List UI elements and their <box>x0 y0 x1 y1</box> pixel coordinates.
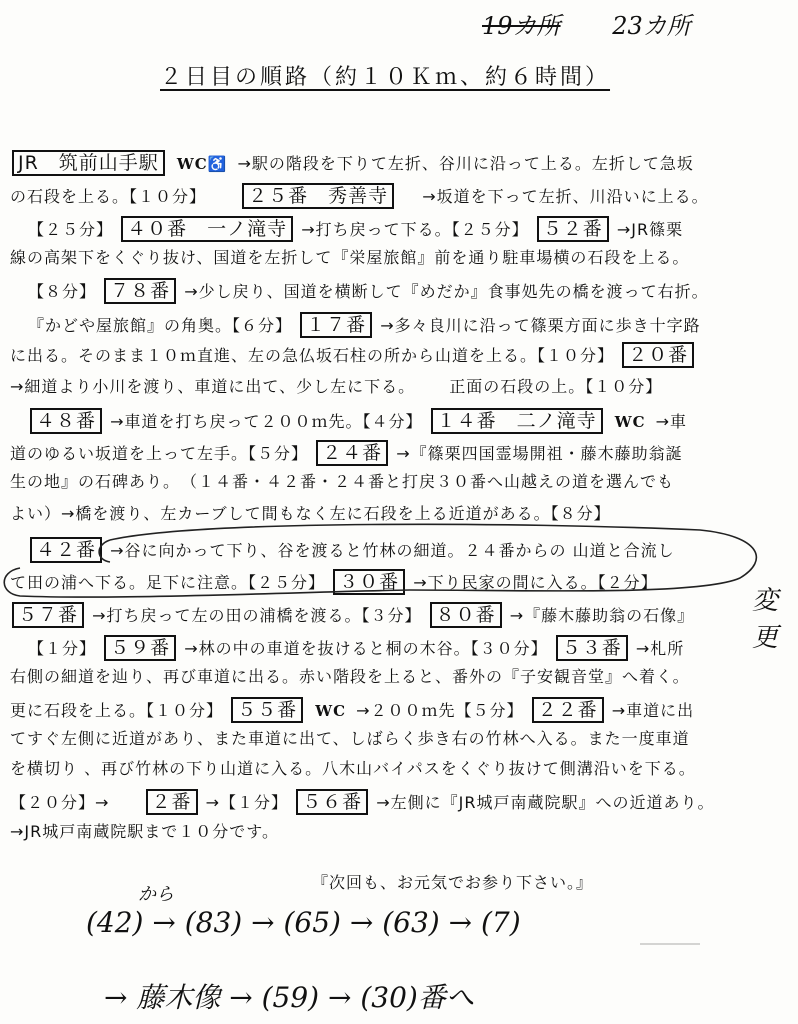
route-text: →打ち戻って左の田の浦橋を渡る。【３分】 <box>92 606 422 625</box>
temple-2-box: ２番 <box>146 789 198 815</box>
route-text: →多々良川に沿って篠栗方面に歩き十字路 <box>380 316 701 335</box>
route-text: →JR城戸南蔵院駅まで１０分です。 <box>10 822 279 841</box>
temple-17-box: １７番 <box>300 312 372 338</box>
loop-stroke-tail <box>99 540 110 562</box>
route-text: →打ち戻って下る。【２５分】 <box>301 220 529 239</box>
wc-label: WC <box>315 702 347 720</box>
temple-80-box: ８０番 <box>430 602 502 628</box>
temple-48-box: ４８番 <box>30 408 102 434</box>
handwritten-kara: から <box>138 884 174 905</box>
revised-count: 23カ所 <box>612 12 691 40</box>
temple-30-box: ３０番 <box>333 569 405 595</box>
temple-59-box: ５９番 <box>104 635 176 661</box>
route-text: →２００ｍ先【５分】 <box>356 701 524 720</box>
route-text: 【２０分】→ <box>10 793 110 812</box>
route-text: 【８分】 <box>28 282 97 301</box>
route-text: 『かどや屋旅館』の角奥。【６分】 <box>28 316 293 335</box>
temple-24-box: ２４番 <box>316 440 388 466</box>
route-text: よい）→橋を渡り、左カーブして間もなく左に石段を上る近道がある。【８分】 <box>10 504 611 523</box>
closing-message: 『次回も、お元気でお参り下さい。』 <box>312 873 594 892</box>
temple-56-box: ５６番 <box>296 789 368 815</box>
temple-42-box: ４２番 <box>30 537 102 563</box>
loop-stroke <box>4 524 756 597</box>
route-text: →谷に向かって下り、谷を渡ると竹林の細道。２４番からの 山道と合流し <box>110 541 675 560</box>
temple-14-box: １４番 二ノ滝寺 <box>431 408 603 434</box>
wc-accessible-icon: WC♿ <box>176 155 228 173</box>
struck-count: 19カ所 <box>482 12 561 40</box>
temple-53-box: ５３番 <box>556 635 628 661</box>
route-text: 【１分】 <box>28 639 97 658</box>
route-text: を横切り 、再び竹林の下り山道に入る。八木山バイパスをくぐり抜けて側溝沿いを下る。 <box>10 759 696 778</box>
handwritten-margin-note: 変更 <box>752 586 779 653</box>
temple-22-box: ２２番 <box>532 697 604 723</box>
route-text: →少し戻り、国道を横断して『めだか』食事処先の橋を渡って右折。 <box>184 282 709 301</box>
route-text: →細道より小川を渡り、車道に出て、少し左に下る。 <box>10 377 416 396</box>
route-text: 生の地』の石碑あり。 （１４番・４２番・２４番と打戻３０番へ山越えの道を選んでも <box>10 472 675 491</box>
route-text: →車 <box>655 412 688 431</box>
temple-55-box: ５５番 <box>231 697 303 723</box>
route-text: →【１分】 <box>205 793 289 812</box>
handwritten-route-line-2: → 藤木像 → (59) → (30)番へ <box>104 981 474 1014</box>
page-title: ２日目の順路（約１０Ｋｍ、約６時間） <box>160 65 611 90</box>
temple-78-box: ７８番 <box>104 278 176 304</box>
route-text: →坂道を下って左折、川沿いに上る。 <box>422 187 709 206</box>
route-text: →下り民家の間に入る。【２分】 <box>413 573 658 592</box>
route-text: →左側に『JR城戸南蔵院駅』への近道あり。 <box>376 793 715 812</box>
handwritten-route-line-1: (42) → (83) → (65) → (63) → (7) <box>86 906 521 939</box>
route-text: →『藤木藤助翁の石像』 <box>509 606 695 625</box>
temple-52-box: ５２番 <box>537 216 609 242</box>
temple-20-box: ２０番 <box>622 342 694 368</box>
route-text: の石段を上る。【１０分】 <box>10 187 207 206</box>
route-text: →『篠栗四国霊場開祖・藤木藤助翁誕 <box>396 444 683 463</box>
route-text: 右側の細道を辿り、再び車道に出る。赤い階段を上ると、番外の『子安観音堂』へ着く。 <box>10 667 690 686</box>
temple-25-box: ２５番 秀善寺 <box>242 183 394 209</box>
route-text: に出る。そのまま１０ｍ直進、左の急仏坂石柱の所から山道を上る。【１０分】 <box>10 346 615 365</box>
temple-40-box: ４０番 一ノ滝寺 <box>121 216 293 242</box>
route-text: →車道を打ち戻って２００ｍ先。【４分】 <box>110 412 423 431</box>
route-text: 道のゆるい坂道を上って左手。【５分】 <box>10 444 309 463</box>
wc-label: WC <box>614 413 646 431</box>
temple-57-box: ５７番 <box>12 602 84 628</box>
route-text: て田の浦へ下る。足下に注意。【２５分】 <box>10 573 326 592</box>
route-text: →札所 <box>635 639 685 658</box>
route-text: 正面の石段の上。【１０分】 <box>449 377 663 396</box>
start-station-box: JR 筑前山手駅 <box>12 150 165 176</box>
route-text: →林の中の車道を抜けると桐の木谷。【３０分】 <box>184 639 548 658</box>
route-text: てすぐ左側に近道があり、また車道に出て、しばらく歩き右の竹林へ入る。また一度車道 <box>10 729 690 748</box>
route-text: →車道に出 <box>611 701 695 720</box>
route-text: →駅の階段を下りて左折、谷川に沿って上る。左折して急坂 <box>237 154 694 173</box>
route-text: 【２５分】 <box>28 220 114 239</box>
route-text: 更に石段を上る。【１０分】 <box>10 701 224 720</box>
route-text: →JR篠栗 <box>616 220 684 239</box>
route-text: 線の高架下をくぐり抜け、国道を左折して『栄屋旅館』前を通り駐車場横の石段を上る。 <box>10 248 690 267</box>
